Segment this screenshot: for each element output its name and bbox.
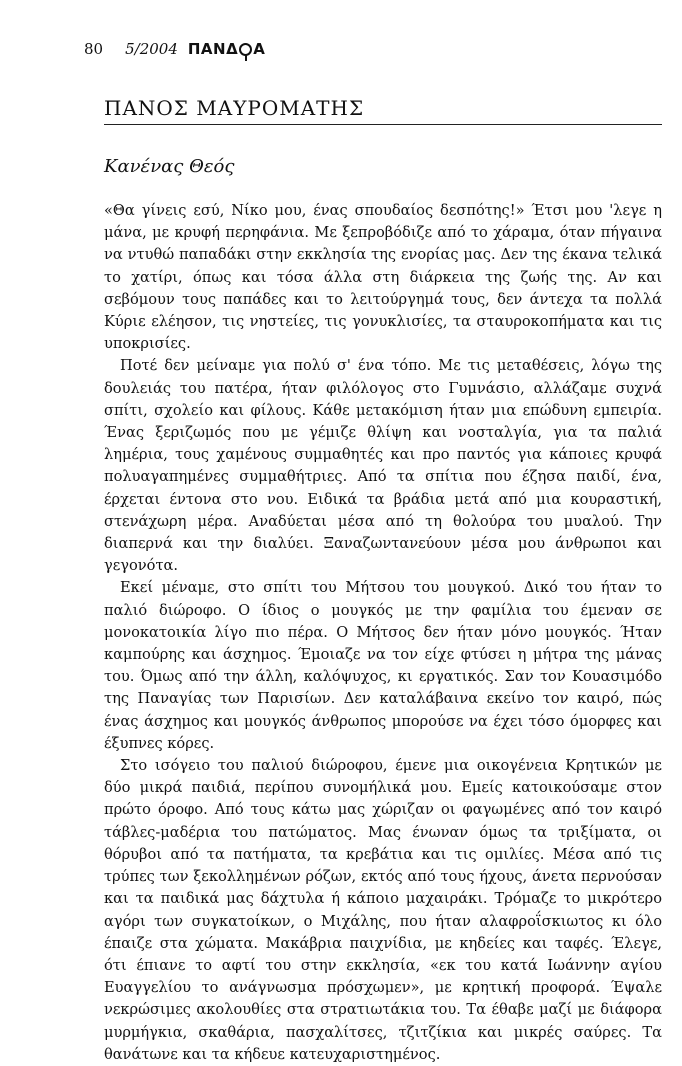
running-header (84, 40, 265, 62)
author-name: ΠΑΝΟΣ ΜΑΥΡΟΜΑΤΗΣ (104, 96, 365, 120)
page-number: 80 (84, 40, 104, 58)
logo-ring-icon (239, 43, 252, 56)
paragraph-3: Εκεί μέναμε, στο σπίτι του Μήτσου του μουγκού. Δικό του ήταν το παλιό διώροφο. Ο ίδιος ο μουγκός με την φαμίλια του έμεναν σε μονοκατοικία λίγο πιο πέρα. Ο Μήτσος δεν ήταν μόνο μουγκός. Ήταν καμπούρης και άσχημος. Έμοιαζε να τον είχε φτύσει η μήτρα της μάνας του. Όμως από την άλλη, καλόψυχος, κι εργατικός. Σαν τον Κουασιμόδο της Παναγίας των Παρισίων. Δεν καταλάβαινα εκείνο τον καιρό, πώς ένας άσχημος και μουγκός άνθρωπος μπορούσε να έχει τόσο όμορφες και έξυπνες κόρες. (104, 579, 662, 752)
paragraph-4: Στο ισόγειο του παλιού διώροφου, έμενε μια οικογένεια Κρητικών με δύο μικρά παιδιά, περίπου συνομήλικά μου. Εμείς κατοικούσαμε στον πρώτο όροφο. Από τους κάτω μας χώριζαν οι φαγωμένες από τον καιρό τάβλες-μαδέρια του πατώματος. Μας ένωναν όμως τα τριξίματα, οι θόρυβοι από τα πατήματα, τα κρεβάτια και τις ομιλίες. Μέσα από τις τρύπες των ξεκολλημένων ρόζων, εκτός από τους ήχους, άνετα περνούσαν και τα παιδικά μας δάχτυλα ή κάποιο μαχαιράκι. Τρόμαζε το μικρότερο αγόρι των συγκατοίκων, ο Μιχάλης, που ήταν αλαφροΐσκιωτος κι όλο έπαιζε στα χώματα. Μακάβρια παιχνίδια, με κηδείες και ταφές. Έλεγε, ότι έπιανε το αφτί του στην εκκλησία, «εκ του κατά Ιωάννην αγίου Ευαγγελίου το ανάγνωσμα πρόσχωμεν», με κρητική προφορά. Έψαλε νεκρώσιμες ακολουθίες στα στρατιωτάκια του. Τα έθαβε μαζί με διάφορα μυρμήγκια, σκαθάρια, πασχαλίτσες, τζιτζίκια και μικρές σαύρες. Τα θανάτωνε και τα κήδευε κατευχαριστημένος. (104, 757, 662, 1063)
magazine-logo (188, 40, 265, 58)
paragraph-2: Ποτέ δεν μείναμε για πολύ σ' ένα τόπο. Με τις μεταθέσεις, λόγω της δουλειάς του πατέρα, ήταν φιλόλογος στο Γυμνάσιο, αλλάζαμε συχνά σπίτι, σχολείο και φίλους. Κάθε μετακόμιση ήταν μια επώδυνη εμπειρία. Ένας ξεριζωμός που με γέμιζε θλίψη και νοσταλγία, για τα παλιά λημέρια, τους χαμένους συμμαθητές και προ παντός για κάποιες κρυφά πολυαγαπημένες συμμαθήτριες. Από τα σπίτια που έζησα παιδί, ένα, έρχεται έντονα στο νου. Ειδικά τα βράδια μετά από μια κουραστική, στενάχωρη μέρα. Αναδύεται μέσα από τη θολούρα του μυαλού. Την διαπερνά και την διαλύει. Ξαναζωντανεύουν μέσα μου άνθρωποι και γεγονότα. (104, 357, 662, 575)
magazine-logo-suffix: Α (253, 40, 266, 58)
article-title: Κανένας Θεός (104, 156, 235, 177)
paragraph-1: «Θα γίνεις εσύ, Νίκο μου, ένας σπουδαίος δεσπότης!» Έτσι μου 'λεγε η μάνα, με κρυφή περηφάνια. Με ξεπροβόδιζε από το χάραμα, όταν πήγαινα να ντυθώ παπαδάκι στην εκκλησία της ενορίας μας. Δεν της έκανα τελικά το χατίρι, όπως και τόσα άλλα στη διάρκεια της ζωής της. Αν και σεβόμουν τους παπάδες και το λειτούργημά τους, δεν άντεχα τα πολλά Κύριε ελέησον, τις νηστείες, τις γονυκλισίες, τα σταυροκοπήματα και τις υποκρισίες. (104, 202, 662, 353)
magazine-logo-prefix: ΠΑΝΔ (187, 40, 239, 58)
article-body (104, 200, 662, 1066)
divider (104, 124, 662, 125)
issue-number: 5/2004 (125, 40, 178, 58)
